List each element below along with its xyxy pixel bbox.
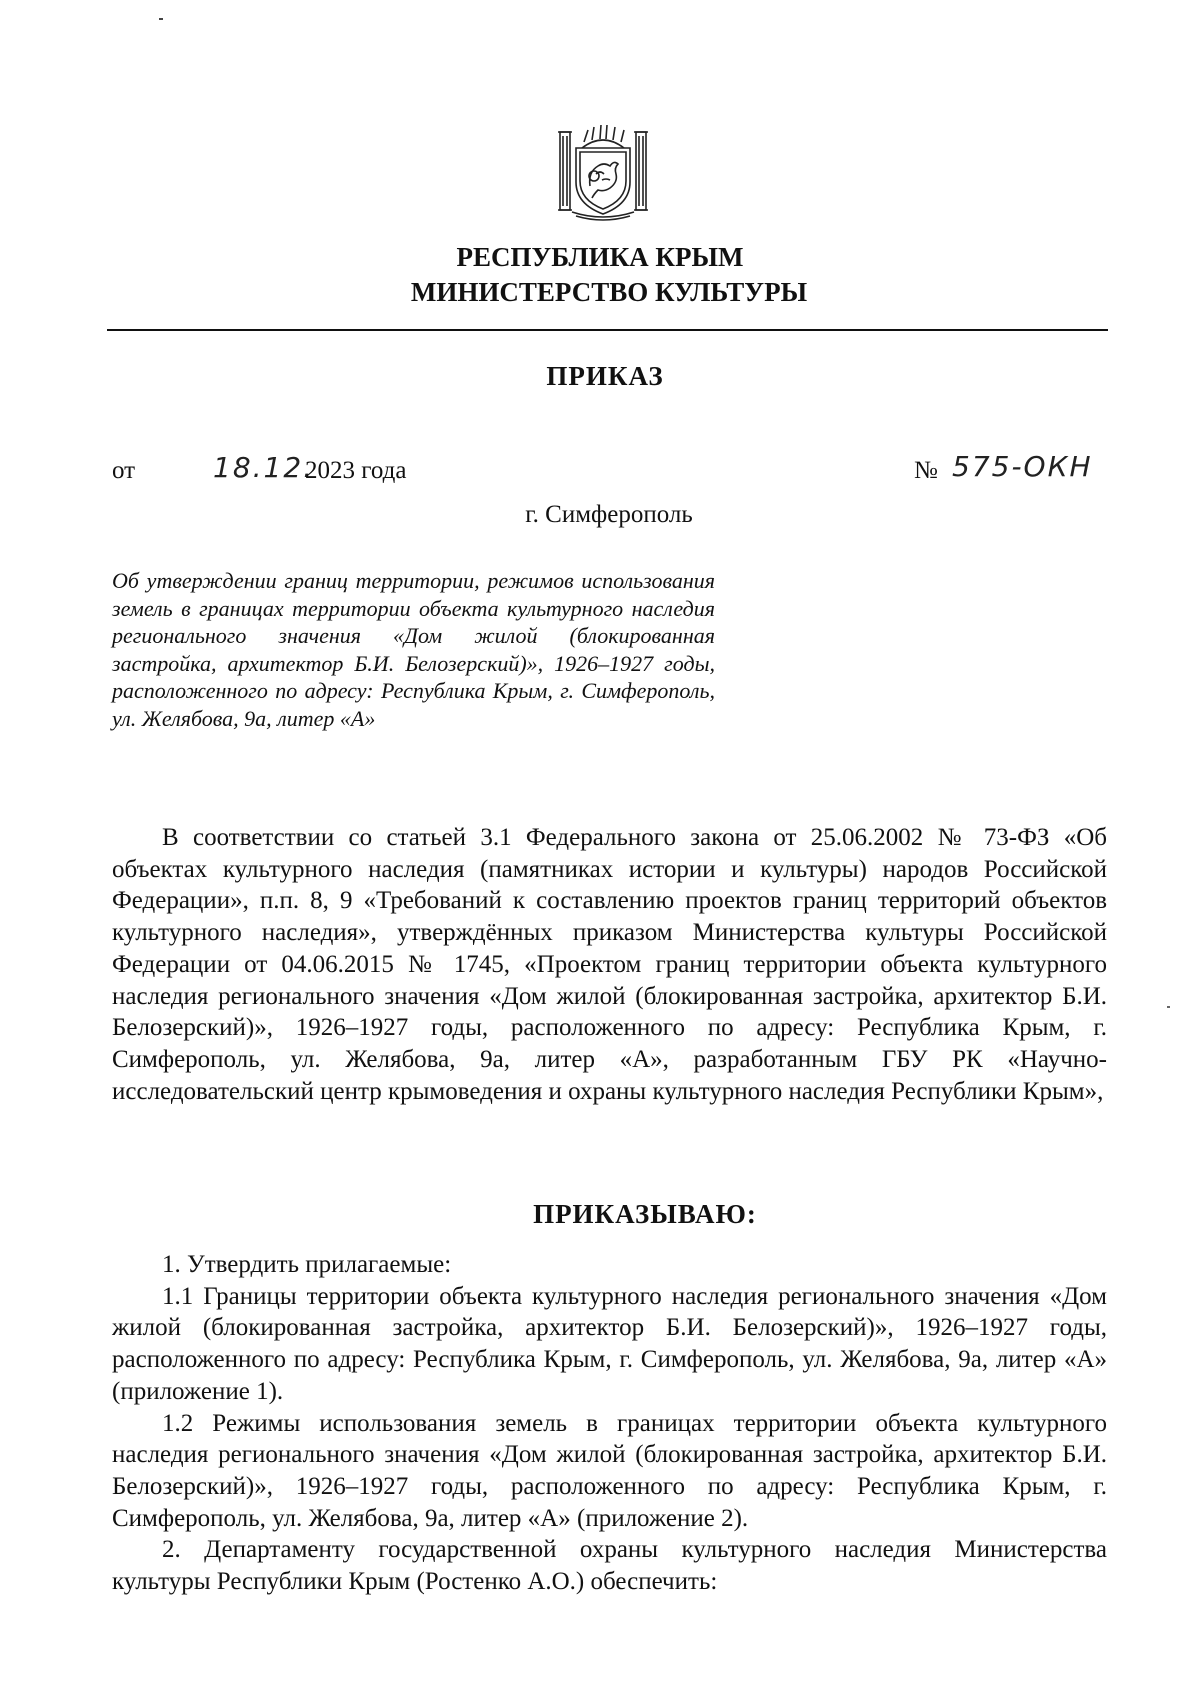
ministry-name: МИНИСТЕРСТВО КУЛЬТУРЫ bbox=[410, 277, 808, 307]
order-heading: ПРИКАЗЫВАЮ: bbox=[533, 1199, 757, 1229]
preamble-paragraph: В соответствии со статьей 3.1 Федерального закона от 25.06.2002 № 73-ФЗ «Об объектах культурного наследия (памятниках истории и культуры) народов Российской Федерации», п.п. 8, 9 «Требований к составлению проектов границ территорий объектов культурного наследия», утверждённых приказом Министерства культуры Российской Федерации от 04.06.2015 № 1745, «Проектом границ территории объекта культурного наследия регионального значения «Дом жилой (блокированная застройка, архитектор Б.И. Белозерский)», 1926–1927 годы, расположенного по адресу: Республика Крым, г. Симферополь, ул. Желябова, 9а, литер «А», разработанным ГБУ РК «Научно-исследовательский центр крымоведения и охраны культурного наследия Республики Крым», bbox=[112, 824, 1107, 1105]
republic-name: РЕСПУБЛИКА КРЫМ bbox=[456, 242, 744, 272]
item-1: 1. Утвердить прилагаемые: bbox=[162, 1251, 452, 1278]
scan-speck bbox=[159, 18, 163, 20]
item-1-1: 1.1 Границы территории объекта культурного наследия регионального значения «Дом жилой (блокированная застройка, архитектор Б.И. Белозерский)», 1926–1927 годы, расположенного по адресу: Республика Крым, г. Симферополь, ул. Желябова, 9а, литер «А» (приложение 1). bbox=[112, 1282, 1107, 1405]
city: г. Симферополь bbox=[525, 501, 693, 528]
from-label: от bbox=[112, 457, 136, 484]
order-items bbox=[112, 1249, 1107, 1598]
item-2: 2. Департаменту государственной охраны культурного наследия Министерства культуры Республики Крым (Ростенко А.О.) обеспечить: bbox=[112, 1536, 1107, 1596]
document-type-title: ПРИКАЗ bbox=[546, 361, 664, 391]
number-label: № bbox=[914, 457, 938, 484]
header-divider bbox=[107, 329, 1108, 331]
handwritten-number: 575-ОКН bbox=[952, 450, 1093, 483]
preamble-block bbox=[112, 822, 1107, 1107]
coat-of-arms-icon bbox=[552, 124, 654, 224]
order-subject: Об утверждении границ территории, режимов использования земель в границах территории объекта культурного наследия регионального значения «Дом жилой (блокированная застройка, архитектор Б.И. Белозерский)», 1926–1927 годы, расположенного по адресу: Республика Крым, г. Симферополь, ул. Желябова, 9а, литер «А» bbox=[112, 568, 715, 731]
item-1-2: 1.2 Режимы использования земель в границах территории объекта культурного наследия регионального значения «Дом жилой (блокированная застройка, архитектор Б.И. Белозерский)», 1926–1927 годы, расположенного по адресу: Республика Крым, г. Симферополь, ул. Желябова, 9а, литер «А» (приложение 2). bbox=[112, 1409, 1107, 1532]
scan-speck bbox=[1167, 1006, 1170, 1008]
year-text: 2023 года bbox=[305, 457, 407, 484]
handwritten-date: 18.12. bbox=[213, 451, 315, 484]
